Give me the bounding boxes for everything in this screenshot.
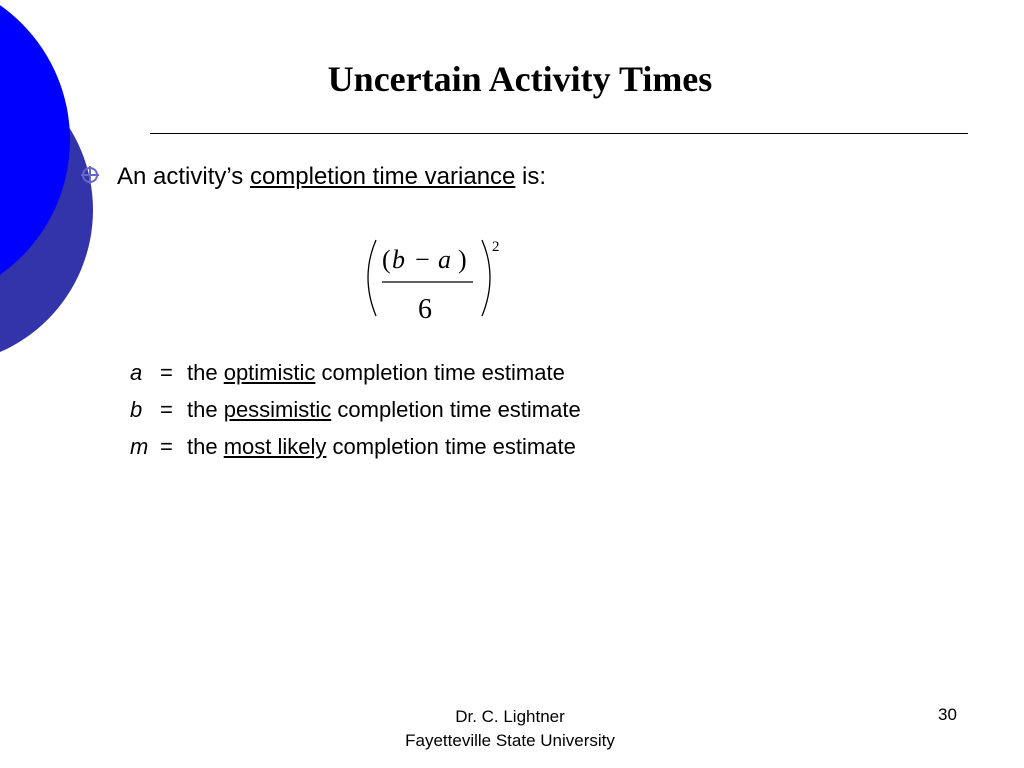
footer: [380, 705, 640, 753]
bullet-prefix: An activity’s: [117, 163, 250, 190]
variable-symbol: m: [130, 434, 149, 459]
footer-author: Dr. C. Lightner: [455, 707, 565, 726]
variable-symbol: b: [130, 397, 143, 422]
definition-prefix: the: [187, 397, 224, 422]
right-paren: [482, 240, 490, 316]
equals-sign: =: [160, 397, 173, 422]
definition-suffix: completion time estimate: [326, 434, 576, 459]
numerator-close: ): [458, 245, 467, 274]
definition-emphasis: optimistic: [223, 360, 316, 385]
definition-emphasis: most likely: [223, 434, 327, 459]
definition-suffix: completion time estimate: [331, 397, 581, 422]
variance-formula: [360, 232, 510, 322]
denominator: 6: [418, 294, 432, 322]
definition-text: [187, 360, 565, 386]
definition-prefix: the: [187, 434, 224, 459]
title-divider: [150, 133, 968, 134]
numerator-a: a: [438, 245, 451, 274]
variable-symbol: a: [130, 360, 143, 385]
definition-text: [187, 397, 581, 423]
footer-institution: Fayetteville State University: [405, 731, 615, 750]
exponent: 2: [492, 239, 500, 255]
bullet-emphasis: completion time variance: [249, 163, 516, 190]
page-number: 30: [938, 705, 957, 724]
bullet-text: [117, 163, 546, 191]
decorative-circles: [0, 0, 120, 380]
numerator-open: (: [382, 245, 391, 274]
definition-suffix: completion time estimate: [315, 360, 565, 385]
equals-sign: =: [160, 434, 173, 459]
definition-emphasis: pessimistic: [223, 397, 332, 422]
definition-text: [187, 434, 576, 460]
equals-sign: =: [160, 360, 173, 385]
numerator-minus: −: [415, 245, 430, 274]
definition-prefix: the: [187, 360, 224, 385]
bullet-suffix: is:: [515, 163, 547, 190]
crosshair-bullet-icon: [80, 165, 100, 185]
numerator-b: b: [392, 245, 405, 274]
left-paren: [368, 240, 376, 316]
slide-title: Uncertain Activity Times: [327, 59, 713, 99]
